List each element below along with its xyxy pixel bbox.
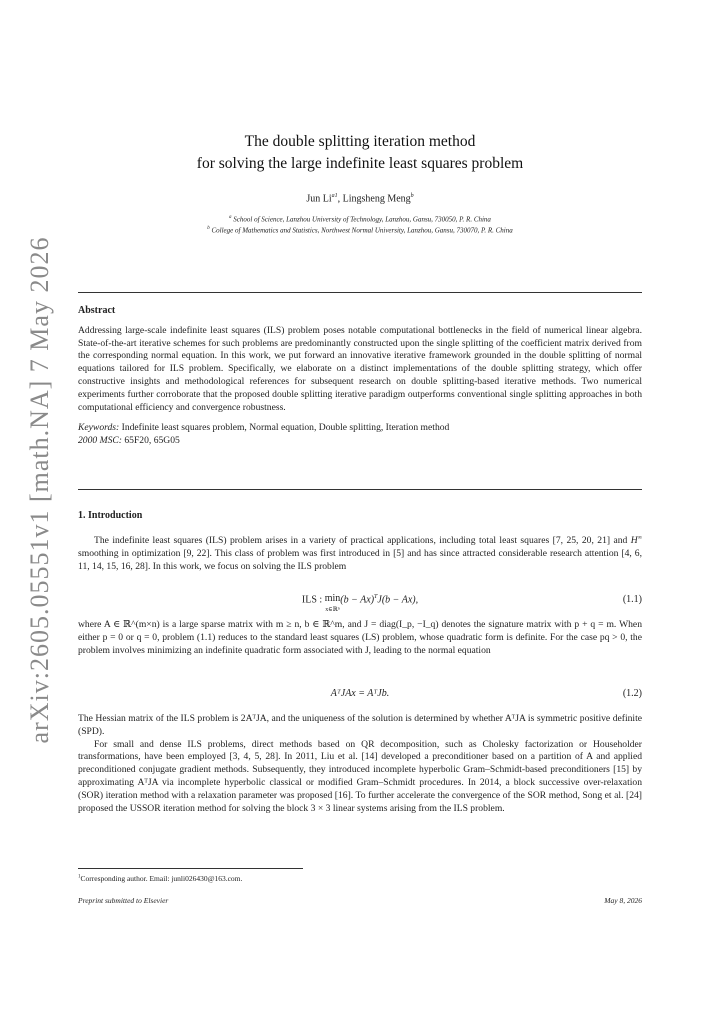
equation-1-2 [78, 688, 642, 704]
eq1-lhs: ILS : [301, 594, 325, 606]
equation-1-2-body: AᵀJAx = AᵀJb. [330, 688, 390, 699]
intro-paragraph-1: The indefinite least squares (ILS) problem arises in a variety of practical applications, including total least squares [7, 25, 20, 21] and H∞ smoothing in optimization [9, 22]. This class of problem was first introduced in [5] and has since attracted considerable research attention [4, 6, 11, 14, 15, 16, 28]. In this work, we focus on solving the ILS problem [78, 534, 642, 572]
abstract-bottom-rule [78, 489, 642, 490]
footnote-mark: 1 [78, 874, 81, 880]
author-affil-mark: b [410, 193, 414, 199]
preprint-date: May 8, 2026 [604, 896, 642, 905]
msc-label: 2000 MSC: [78, 435, 122, 447]
intro-paragraph-2-block [78, 619, 642, 657]
section-heading-introduction: 1. Introduction [78, 510, 143, 521]
paper-title-line-1: The double splitting iteration method [244, 133, 476, 150]
intro-paragraph-3-block [78, 713, 642, 815]
introduction-section [78, 510, 642, 573]
eq1-tail: J(b − Ax), [377, 594, 419, 606]
keywords-label: Keywords: [78, 422, 120, 434]
keywords-line [78, 422, 642, 435]
h-infinity-symbol: H [630, 534, 638, 546]
abstract-text: Addressing large-scale indefinite least squares (ILS) problem poses notable computational bottlenecks in the field of numerical linear algebra. State-of-the-art iterative schemes for such problems are predominantly constructed upon the single splitting of the coefficient matrix derived from the corresponding normal equation. In this work, we put forward an innovative iterative framework grounded in the double splitting of normal equations tailored for ILS problem. Specifically, we elaborate on a distinct implementations of the double splitting strategy, which offer constructive insights and methodological references for subsequent research on double splitting-based iterative methods. Two numerical experiments further corroborate that the proposed double splitting iterative paradigm outperforms conventional single splitting approaches in both computational efficiency and convergence robustness. [78, 324, 642, 413]
abstract-section [78, 305, 642, 448]
equation-1-1 [78, 593, 642, 613]
author-name: Lingsheng Meng [342, 193, 411, 205]
intro-paragraph-4: For small and dense ILS problems, direct methods based on QR decomposition, such as Cholesky factorization or Householder transformations, have been employed [3, 4, 5, 28]. In 2011, Liu et al. [14] developed a preconditioner based on a partition of A and applied preconditioned conjugate gradient methods. Subsequently, they introduced incomplete hyperbolic Gram–Schmidt-based preconditioners [15] by approximating AᵀJA via incomplete hyperbolic classical or modified Gram–Schmidt procedures. In 2014, a block successive over-relaxation (SOR) iteration method with a relaxation parameter was proposed [16]. To further accelerate the convergence of the SOR method, Song et al. [24] proposed the USSOR iteration method for solving the block 3 × 3 linear systems arising from the ILS problem. [78, 738, 642, 814]
author-affil-mark: a1 [331, 193, 338, 199]
msc-text: 65F20, 65G05 [124, 435, 180, 447]
arxiv-identifier-stamp: arXiv:2605.05551v1 [math.NA] 7 May 2026 [25, 236, 54, 744]
intro-paragraph-3: The Hessian matrix of the ILS problem is 2AᵀJA, and the uniqueness of the solution is determined by whether AᵀJA is symmetric positive definite (SPD). [78, 713, 642, 737]
intro-p1-text-a: The indefinite least squares (ILS) problem arises in a variety of practical applications, including total least squares [7, 25, 20, 21] and [94, 534, 631, 546]
author-separator: , [337, 193, 343, 205]
msc-line [78, 435, 642, 448]
preprint-note: Preprint submitted to Elsevier [78, 896, 169, 905]
author-list [0, 193, 720, 204]
abstract-top-rule [78, 292, 642, 293]
intro-p1-text-b: smoothing in optimization [9, 22]. This class of problem was first introduced in [5] and has since attracted considerable research attention [4, 6, 11, 14, 15, 16, 28]. In this work, we focus on solving the ILS problem [78, 547, 642, 572]
affiliation-b [0, 224, 720, 235]
affiliation-mark: a [229, 215, 232, 220]
eq1-min-subscript: x∈ℝⁿ [325, 607, 340, 613]
affiliation-text: College of Mathematics and Statistics, Northwest Normal University, Lanzhou, Gansu, 730070, P. R. China [211, 226, 513, 235]
equation-1-1-body: ILS : min x∈ℝⁿ(b − Ax)$^T$J(b − Ax), [301, 593, 419, 613]
affiliation-a [0, 213, 720, 224]
footnote [78, 874, 242, 883]
equation-number: (1.2) [622, 688, 642, 699]
eq1-rhs: (b − Ax) [340, 594, 375, 606]
affiliation-mark: b [207, 226, 210, 231]
abstract-heading: Abstract [78, 305, 116, 316]
footnote-text: Corresponding author. Email: junli026430@163.com. [80, 874, 243, 883]
paper-title-line-2: for solving the large indefinite least squares problem [196, 155, 524, 172]
equation-number: (1.1) [622, 594, 642, 605]
eq1-min: min [324, 593, 341, 604]
keywords-text: Indefinite least squares problem, Normal equation, Double splitting, Iteration method [121, 422, 450, 434]
author-name: Jun Li [306, 193, 332, 205]
intro-paragraph-2: where A ∈ ℝ^(m×n) is a large sparse matrix with m ≥ n, b ∈ ℝ^m, and J = diag(I_p, −I_q) denotes the signature matrix with p + q = m. When either p = 0 or q = 0, problem (1.1) reduces to the standard least squares (LS) problem, whose quadratic form is definite. For the case pq > 0, the problem involves minimizing an indefinite quadratic form associated with J, leading to the normal equation [78, 619, 642, 656]
affiliation-text: School of Science, Lanzhou University of Technology, Lanzhou, Gansu, 730050, P. R. China [233, 215, 491, 224]
footnote-rule [78, 868, 303, 869]
